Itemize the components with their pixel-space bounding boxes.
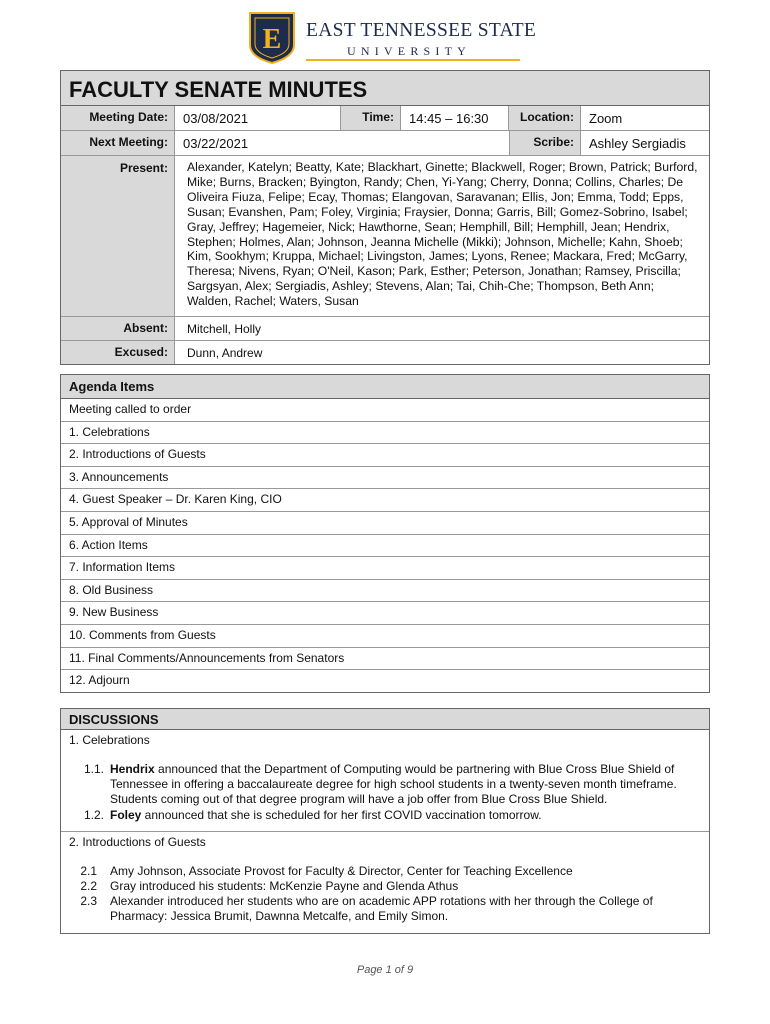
agenda-item: 3. Announcements (61, 467, 709, 490)
item-number: 2.3 (80, 894, 97, 909)
excused-label: Excused: (61, 341, 175, 364)
item-number: 2.2 (80, 879, 97, 894)
university-header (248, 11, 538, 65)
location-label: Location: (509, 106, 581, 130)
present-row (61, 156, 709, 317)
meeting-date-value: 03/08/2021 (175, 106, 341, 130)
scribe-label: Scribe: (509, 131, 581, 155)
agenda-item: 11. Final Comments/Announcements from Senators (61, 648, 709, 671)
celebrations-block (61, 730, 709, 831)
list-item (69, 762, 701, 808)
item-text: announced that she is scheduled for her first COVID vaccination tomorrow. (141, 807, 542, 822)
meeting-date-label: Meeting Date: (61, 106, 175, 130)
present-list: Alexander, Katelyn; Beatty, Kate; Blackhart, Ginette; Blackwell, Roger; Brown, Patrick; Burford, Mike; Burns, Bracken; Byington, Randy; Chen, Yi-Yang; Cherry, Donna; Collins, Charles; De Oliveira Fiuza, Felipe; Ecay, Thomas; Elangovan, Saravanan; Ellis, Jon; Emma, Todd; Epps, Susan; Evanshen, Pam; Foley, Virginia; Fraysier, Donna; Garris, Bill; Gomez-Sobrino, Isabel; Gray, Jeffrey; Hagemeier, Nick; Hawthorne, Sean; Hemphill, Bill; Hemphill, Jean; Hendrix, Stephen; Holmes, Alan; Johnson, Jeanna Michelle (Mikki); Johnson, Michelle; Kahn, Shoeb; Kim, Sookhym; Kruppa, Michael; Livingston, James; Lyons, Renee; Mackara, Fred; McGarry, Theresa; Nivens, Ryan; O'Neil, Kason; Park, Esther; Peterson, Jonathan; Ramsey, Priscilla; Sargsyan, Alex; Sergiadis, Ashley; Stevens, Alan; Tai, Chih-Che; Thompson, Beth Ann; Walden, Rachel; Waters, Susan (187, 160, 698, 309)
list-item (69, 879, 701, 894)
university-name: EAST TENNESSEE STATE (306, 20, 537, 41)
agenda-item: 7. Information Items (61, 557, 709, 580)
item-number: 1.2. (83, 807, 104, 822)
agenda-item: 4. Guest Speaker – Dr. Karen King, CIO (61, 489, 709, 512)
guests-block (61, 831, 709, 933)
agenda-item: 9. New Business (61, 602, 709, 625)
discussions-heading: DISCUSSIONS (61, 709, 709, 730)
agenda-item: 6. Action Items (61, 535, 709, 558)
agenda-item: Meeting called to order (61, 399, 709, 422)
item-number: 1.1. (83, 762, 104, 776)
item-text: Gray introduced his students: McKenzie Payne and Glenda Athus (110, 879, 459, 894)
page-number: Page 1 of 9 (356, 964, 414, 976)
next-meeting-value: 03/22/2021 (183, 136, 249, 151)
time-value: 14:45 – 16:30 (401, 106, 509, 130)
excused-row (61, 341, 709, 364)
absent-value: Mitchell, Holly (187, 322, 262, 336)
next-meeting-row (61, 131, 709, 156)
agenda-item: 5. Approval of Minutes (61, 512, 709, 535)
etsu-seal-icon (248, 11, 296, 65)
discussions-table (60, 708, 710, 934)
list-item (69, 894, 701, 924)
celebrations-title: 1. Celebrations (69, 733, 150, 747)
item-text: announced that the Department of Computing would be partnering with Blue Cross Blue Shield of Tennessee in offering a baccalaureate degree for high school students in a twenty-seven month timeframe. Students coming out of that degree program will have a job offer from Blue Cross Blue Shield. (110, 762, 677, 807)
location-value: Zoom (589, 111, 623, 126)
svg-text:E: E (262, 24, 282, 55)
present-label: Present: (61, 156, 175, 316)
university-subtitle: UNIVERSITY (347, 44, 471, 58)
next-meeting-label: Next Meeting: (61, 131, 175, 155)
item-text: Amy Johnson, Associate Provost for Faculty & Director, Center for Teaching Excellence (110, 863, 573, 878)
scribe-value: Ashley Sergiadis (589, 136, 686, 151)
absent-label: Absent: (61, 317, 175, 340)
speaker-name: Foley (110, 807, 142, 822)
absent-row (61, 317, 709, 341)
agenda-item: 12. Adjourn (69, 673, 130, 688)
speaker-name: Hendrix (110, 762, 155, 776)
item-text: Alexander introduced her students who are on academic APP rotations with her through the College of Pharmacy: Jessica Brumit, Dawnna Metcalfe, and Emily Simon. (110, 894, 653, 924)
agenda-item: 1. Celebrations (61, 422, 709, 445)
agenda-item: 8. Old Business (61, 580, 709, 603)
agenda-heading: Agenda Items (61, 375, 709, 399)
meeting-date-row (61, 106, 709, 131)
list-item (69, 864, 701, 879)
minutes-info-table (60, 70, 710, 365)
agenda-table (60, 374, 710, 693)
excused-value: Dunn, Andrew (187, 346, 263, 360)
page-title: FACULTY SENATE MINUTES (61, 71, 709, 106)
agenda-item: 2. Introductions of Guests (61, 444, 709, 467)
header-divider (306, 59, 520, 61)
item-number: 2.1 (80, 863, 97, 878)
time-label: Time: (341, 106, 401, 130)
agenda-item: 10. Comments from Guests (61, 625, 709, 648)
list-item (69, 808, 701, 823)
guests-title: 2. Introductions of Guests (69, 834, 206, 849)
